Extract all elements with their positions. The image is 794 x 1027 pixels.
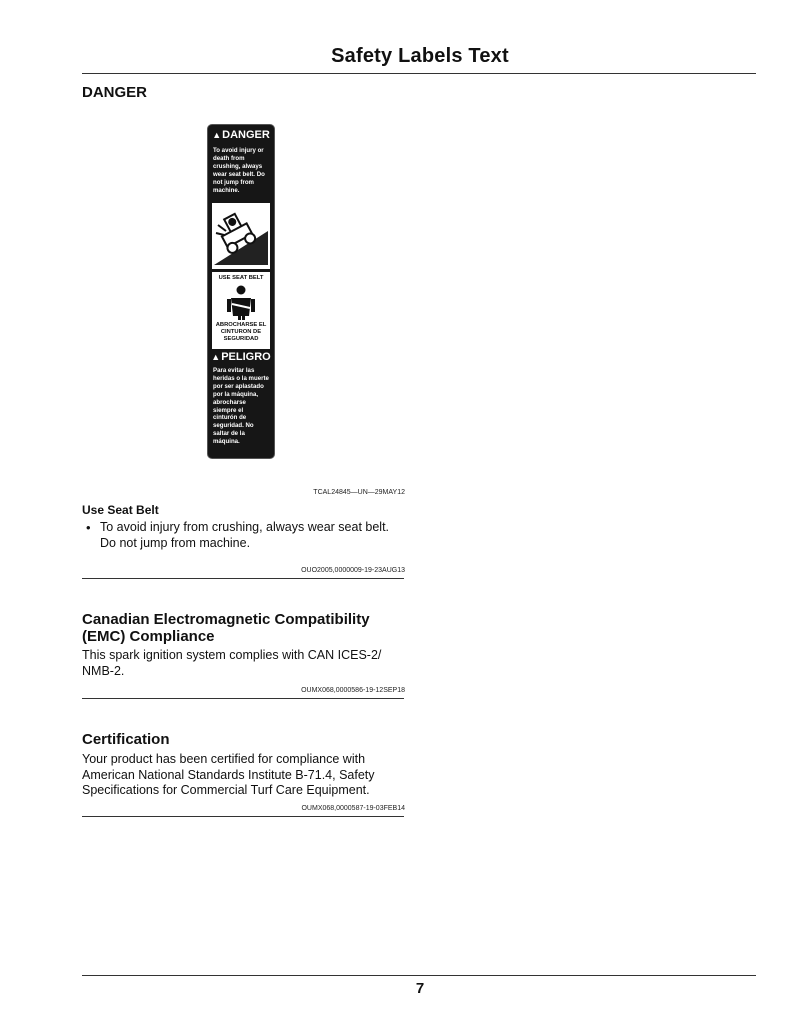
seat-belt-icon xyxy=(212,284,270,320)
certification-doc-reference: OUMX068,0000587-19-03FEB14 xyxy=(301,805,405,812)
rollover-crush-pictogram-icon xyxy=(212,203,270,269)
seat-belt-bullet-list xyxy=(86,520,406,551)
emc-doc-reference: OUMX068,0000586-19-12SEP18 xyxy=(301,687,405,694)
warning-triangle-icon: ▲ xyxy=(211,352,221,362)
certification-heading: Certification xyxy=(82,731,170,748)
emc-heading: Canadian Electromagnetic Compatibility (EMC) Compliance xyxy=(82,611,370,645)
decal-label-es: ABROCHARSE EL CINTURON DE SEGURIDAD xyxy=(215,322,267,342)
section-divider xyxy=(82,816,404,817)
section-divider xyxy=(82,698,404,699)
use-seat-belt-subheading: Use Seat Belt xyxy=(82,503,159,517)
list-item: • To avoid injury from crushing, always wear seat belt. Do not jump from machine. xyxy=(86,520,406,551)
figure-reference: TCAL24845—UN—29MAY12 xyxy=(313,489,405,496)
header-rule xyxy=(82,73,756,74)
certification-body: Your product has been certified for compliance with American National Standards Institute B-71.4, Safety Specifications for Commercial Turf Care Equipment. xyxy=(82,752,375,797)
decal-message-es: Para evitar las heridas o la muerte por ser aplastado por la máquina, abrocharse siempre el cinturón de seguridad. No saltar de la máquina. xyxy=(213,367,269,446)
seat-belt-pictogram-panel xyxy=(212,272,270,349)
decal-signal-word-es: ▲PELIGRO xyxy=(211,351,271,363)
seat-belt-safety-decal xyxy=(208,125,274,458)
section-divider xyxy=(82,578,404,579)
page-title: Safety Labels Text xyxy=(331,45,509,67)
danger-doc-reference: OUO2005,0000009-19-23AUG13 xyxy=(301,567,405,574)
footer-rule xyxy=(82,975,756,976)
warning-triangle-icon: ▲ xyxy=(212,130,222,140)
decal-message-en: To avoid injury or death from crushing, always wear seat belt. Do not jump from machine. xyxy=(213,147,265,194)
danger-heading: DANGER xyxy=(82,84,148,101)
decal-label-en: USE SEAT BELT xyxy=(218,275,264,281)
page-number: 7 xyxy=(415,980,425,997)
decal-signal-word-en: ▲DANGER xyxy=(212,129,270,141)
emc-body: This spark ignition system complies with CAN ICES-2/ NMB-2. xyxy=(82,648,382,678)
